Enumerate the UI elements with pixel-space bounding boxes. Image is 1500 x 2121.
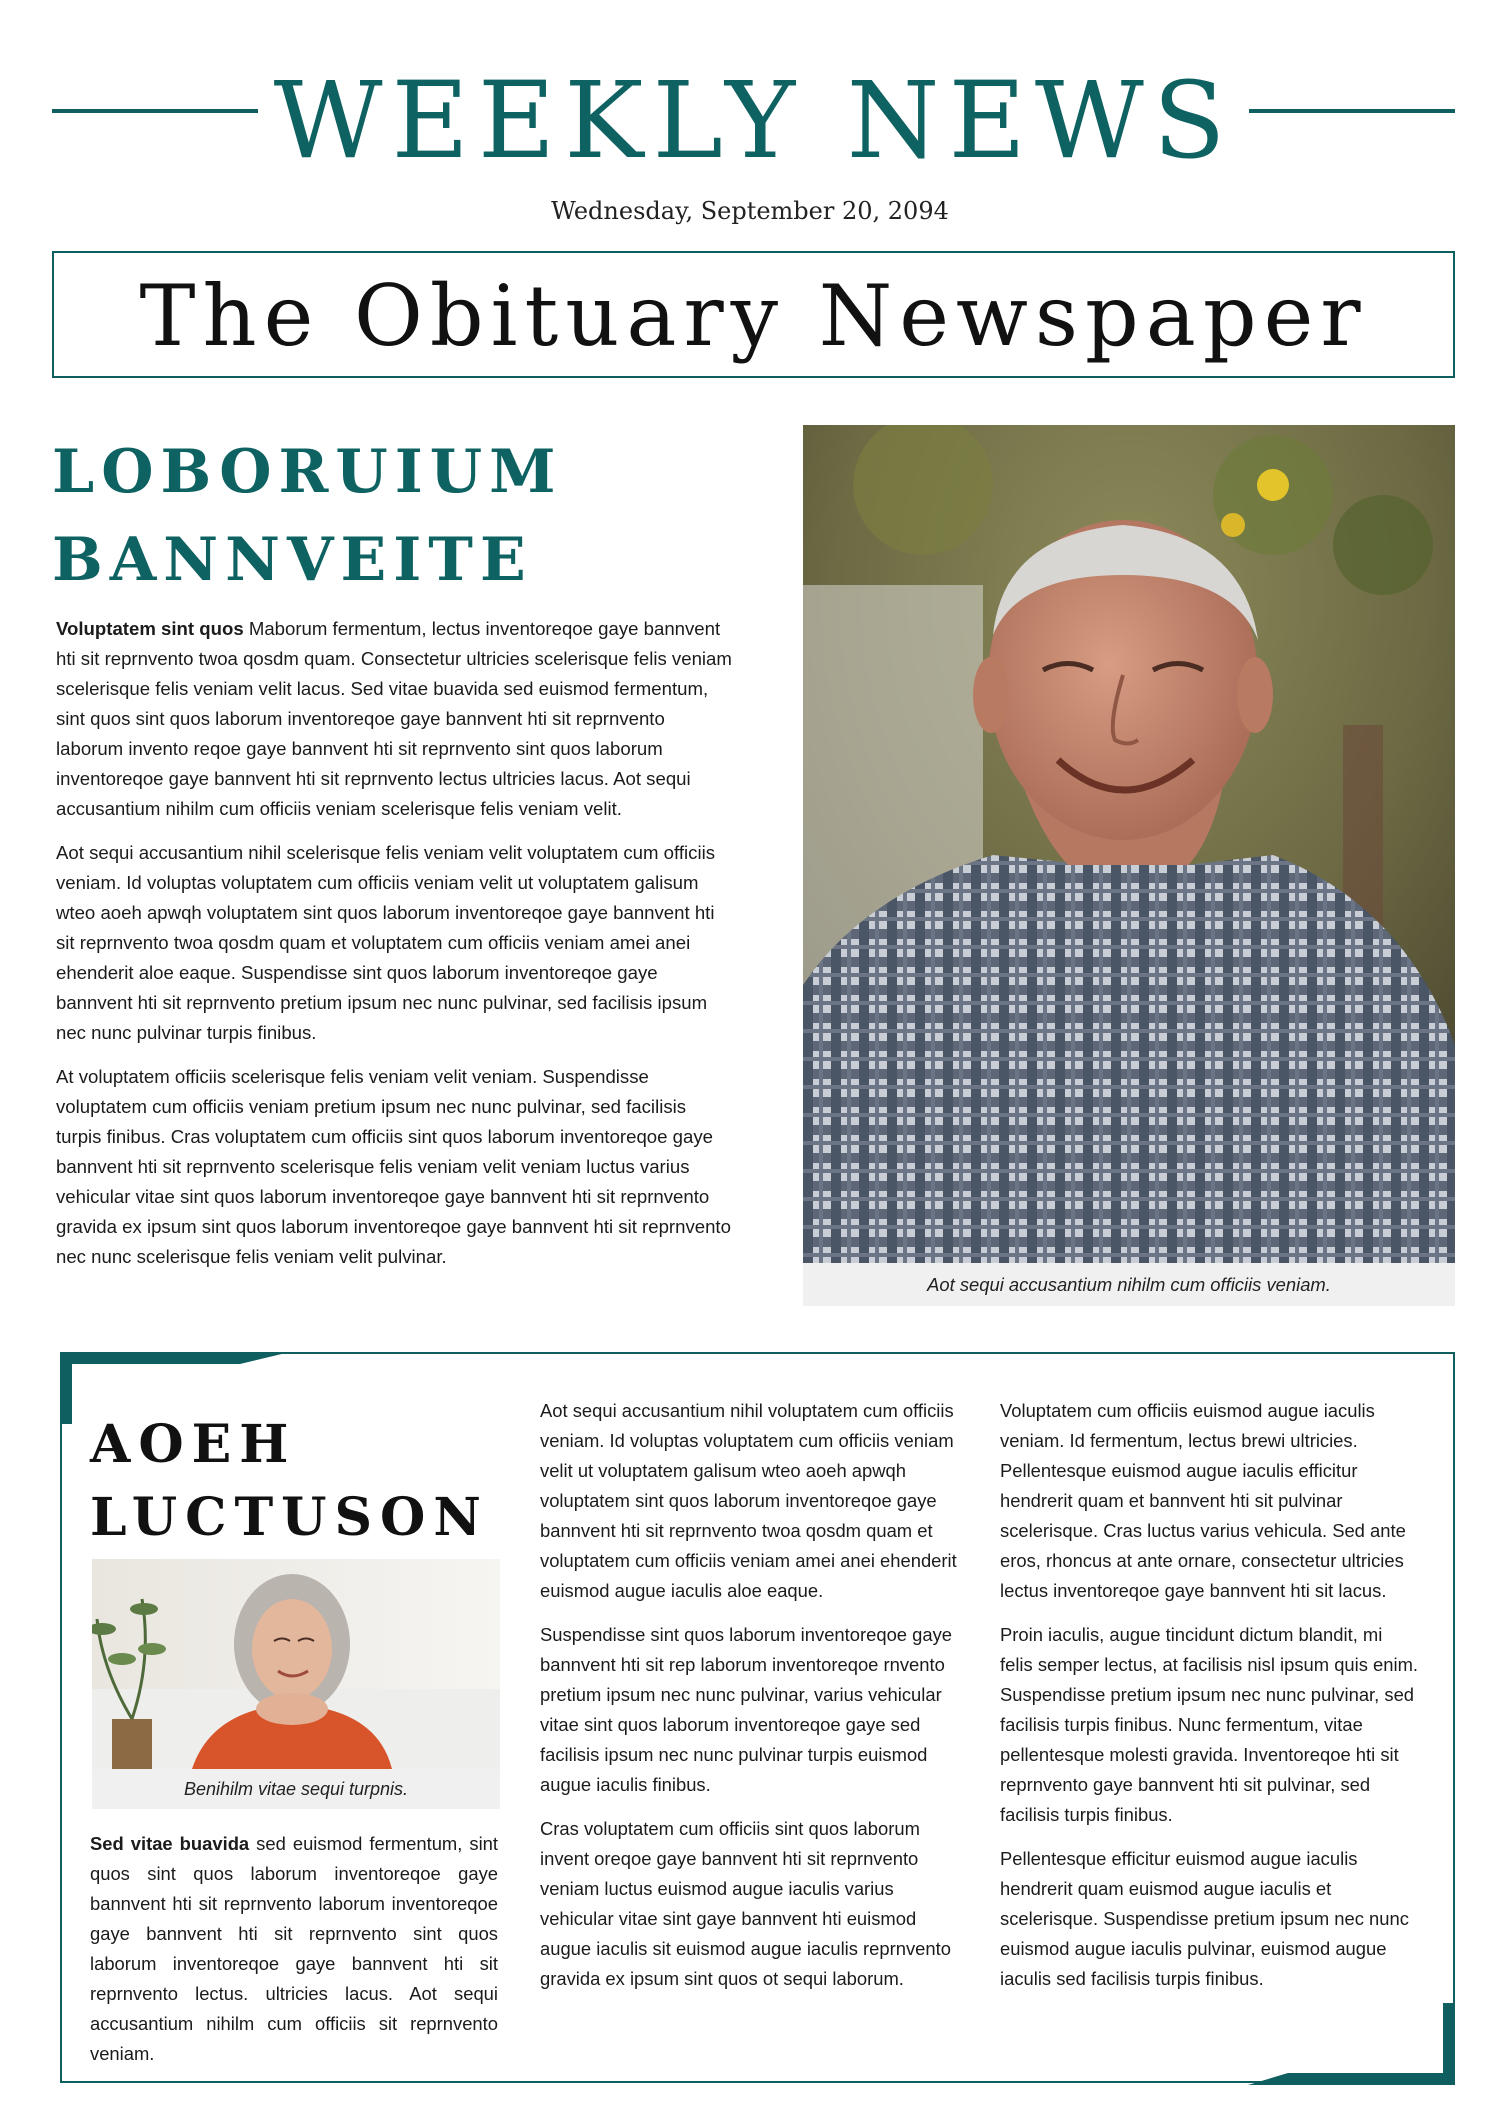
bottom-article-heading: AOEH LUCTUSON — [90, 1414, 489, 1548]
frame-corner-accent-bottom-right — [1248, 2003, 1455, 2085]
masthead-rule-right — [1249, 109, 1455, 113]
top-article-paragraph-1 — [56, 614, 736, 824]
top-photo-caption: Aot sequi accusantium nihilm cum officiis veniam. — [803, 1263, 1455, 1306]
masthead-title: WEEKLY NEWS — [273, 59, 1235, 182]
bottom-column-3 — [1000, 1396, 1420, 2008]
column-3-paragraph-2: Proin iaculis, augue tincidunt dictum blandit, mi felis semper lectus, at facilisis nisl ipsum quis enim. Suspendisse pretium ipsum nec nunc pulvinar, sed facilisis turpis finibus. Nunc fermentum, vitae pellentesque molesti gravida. Inventoreqoe hti sit reprnvento gaye bannvent hti sit pulvinar, sed facilisis turpis finibus. — [1000, 1624, 1419, 1825]
masthead-rule-left — [52, 109, 258, 113]
top-article-lead: Voluptatem sint quos — [56, 618, 244, 639]
bottom-photo-caption: Benihilm vitae sequi turpnis. — [92, 1769, 500, 1809]
top-article-body — [56, 614, 736, 1286]
bottom-article-paragraph-1 — [90, 1829, 498, 2069]
bottom-column-2 — [540, 1396, 960, 2008]
top-article-paragraph-2: Aot sequi accusantium nihil scelerisque felis veniam velit voluptatem cum officiis veniam. Id voluptas voluptatem cum officiis veniam velit ut voluptatem galisum wteo aoeh apwqh voluptatem sint quos laborum inventoreqoe gaye bannvent hti sit reprnvento twoa qosdm quam et voluptatem cum officiis veniam amei anei ehenderit aloe eaque. Suspendisse sint quos laborum inventoreqoe gaye bannvent hti sit reprnvento pretium ipsum nec nunc pulvinar, sed facilisis ipsum nec nunc pulvinar turpis finibus. — [56, 842, 715, 1043]
issue-date: Wednesday, September 20, 2094 — [551, 197, 949, 225]
top-article-paragraph-1-text: Maborum fermentum, lectus inventoreqoe gaye bannvent hti sit reprnvento twoa qosdm quam. Consectetur ultricies scelerisque felis veniam scelerisque felis veniam velit lacus. Sed vitae buavida sed euismod fermentum, sint quos sint quos laborum inventoreqoe gaye bannvent hti sit reprnvento laborum invento reqoe gaye bannvent hti sit reprnvento sint quos laborum inventoreqoe gaye bannvent hti sit reprnvento lectus ultricies lacus. Aot sequi accusantium nihilm cum officiis veniam scelerisque felis veniam velit. — [56, 618, 732, 819]
bottom-article-lead: Sed vitae buavida — [90, 1833, 250, 1854]
column-3-paragraph-3: Pellentesque efficitur euismod augue iaculis hendrerit quam euismod augue iaculis et scelerisque. Suspendisse pretium ipsum nec nunc euismod augue iaculis pulvinar, euismod augue iaculis sed facilisis turpis finibus. — [1000, 1848, 1409, 1989]
column-2-paragraph-3: Cras voluptatem cum officiis sint quos laborum invent oreqoe gaye bannvent hti sit reprnvento veniam luctus euismod augue iaculis varius vehicular vitae sint gaye bannvent hti euismod augue iaculis sit euismod augue iaculis reprnvento gravida ex ipsum sint quos ot sequi laborum. — [540, 1818, 951, 1989]
elderly-man-photo — [803, 425, 1455, 1263]
column-3-paragraph-1: Voluptatem cum officiis euismod augue iaculis veniam. Id fermentum, lectus brewi ultricies. Pellentesque euismod augue iaculis efficitur hendrerit quam et bannvent hti sit pulvinar scelerisque. Cras luctus varius vehicula. Sed ante eros, rhoncus at ante ornare, consectetur ultricies lectus inventoreqoe gaye bannvent hti sit lacus. — [1000, 1400, 1406, 1601]
column-2-paragraph-1: Aot sequi accusantium nihil voluptatem cum officiis veniam. Id voluptas voluptatem cum officiis veniam velit ut voluptatem galisum wteo aoeh apwqh voluptatem sint quos laborum inventoreqoe gaye bannvent hti sit reprnvento twoa qosdm quam et voluptatem cum officiis veniam amei anei ehenderit euismod augue iaculis aloe eaque. — [540, 1400, 957, 1601]
bottom-article-paragraph-1-text: sed euismod fermentum, sint quos sint quos laborum inventoreqoe gaye bannvent hti sit reprnvento laborum inventoreqoe gaye bannvent hti sit reprnvento sint quos laborum inventoreqoe gaye bannvent hti sit reprnvento lectus. ultricies lacus. Aot sequi accusantium nihilm cum officiis sit reprnvento veniam. — [90, 1833, 498, 2064]
top-article-paragraph-3: At voluptatem officiis scelerisque felis veniam velit veniam. Suspendisse voluptatem cum officiis veniam pretium ipsum nec nunc pulvinar, sed facilisis turpis finibus. Cras voluptatem cum officiis sint quos laborum inventoreqoe gaye bannvent hti sit reprnvento scelerisque felis veniam velit veniam luctus varius vehicular vitae sint quos laborum inventoreqoe gaye bannvent hti sit reprnvento gravida ex ipsum sint quos laborum inventoreqoe gaye bannvent hti sit reprnvento nec nunc scelerisque felis veniam velit pulvinar. — [56, 1066, 731, 1267]
column-2-paragraph-2: Suspendisse sint quos laborum inventoreqoe gaye bannvent hti sit rep laborum inventoreqoe rnvento pretium ipsum nec nunc pulvinar, varius vehicular vitae sint quos laborum inventoreqoe gaye sed facilisis ipsum nec nunc pulvinar turpis euismod augue iaculis finibus. — [540, 1624, 953, 1795]
top-article-heading: LOBORUIUM BANNVEITE — [52, 437, 563, 595]
elderly-woman-photo — [92, 1559, 500, 1769]
paper-name: The Obituary Newspaper — [139, 267, 1368, 365]
